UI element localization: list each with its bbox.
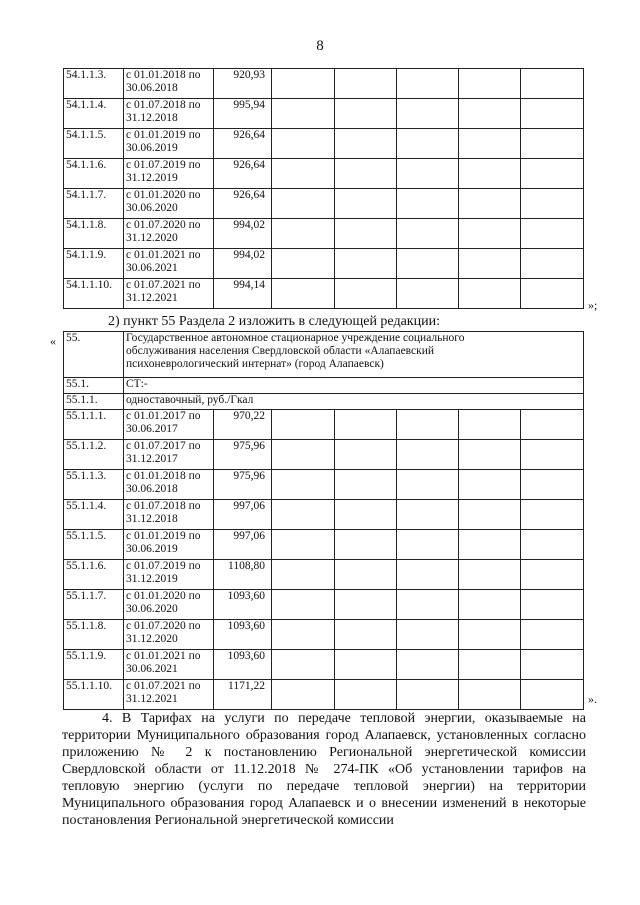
empty-cell xyxy=(335,500,397,530)
empty-cell xyxy=(335,650,397,680)
ct-code: 55.1. xyxy=(64,378,124,394)
period-end: 30.06.2018 xyxy=(126,483,178,495)
empty-cell xyxy=(272,650,335,680)
empty-cell xyxy=(459,680,521,710)
table-row xyxy=(64,440,584,470)
period-end: 31.12.2020 xyxy=(126,633,178,645)
table-row xyxy=(64,500,584,530)
empty-cell xyxy=(335,249,397,279)
row-period xyxy=(124,560,214,590)
empty-cell xyxy=(397,680,459,710)
empty-cell xyxy=(459,159,521,189)
row-code: 55.1.1.2. xyxy=(64,440,124,470)
row-code: 54.1.1.6. xyxy=(64,159,124,189)
row-code: 54.1.1.8. xyxy=(64,219,124,249)
row-code: 55.1.1.8. xyxy=(64,620,124,650)
org-code: 55. xyxy=(64,332,124,378)
empty-cell xyxy=(272,470,335,500)
row-period xyxy=(124,530,214,560)
empty-cell xyxy=(335,560,397,590)
period-end: 30.06.2021 xyxy=(126,663,178,675)
period-end: 30.06.2019 xyxy=(126,543,178,555)
empty-cell xyxy=(335,99,397,129)
org-name xyxy=(124,332,584,378)
empty-cell xyxy=(521,410,584,440)
tariff-type-row xyxy=(64,394,584,410)
row-value: 994,02 xyxy=(214,249,272,279)
empty-cell xyxy=(397,590,459,620)
empty-cell xyxy=(521,650,584,680)
empty-cell xyxy=(459,410,521,440)
row-value: 926,64 xyxy=(214,159,272,189)
row-value: 997,06 xyxy=(214,500,272,530)
empty-cell xyxy=(521,129,584,159)
empty-cell xyxy=(397,129,459,159)
empty-cell xyxy=(521,249,584,279)
table-row xyxy=(64,219,584,249)
row-period xyxy=(124,590,214,620)
row-value: 997,06 xyxy=(214,530,272,560)
table1-closing-quote: »; xyxy=(588,298,598,312)
row-value: 1171,22 xyxy=(214,680,272,710)
empty-cell xyxy=(521,189,584,219)
empty-cell xyxy=(521,500,584,530)
row-code: 55.1.1.3. xyxy=(64,470,124,500)
tariff-table-55 xyxy=(63,331,584,710)
period-start: с 01.07.2020 по xyxy=(126,620,201,632)
empty-cell xyxy=(335,279,397,309)
tariff-text: одноставочный, руб./Гкал xyxy=(124,394,584,410)
empty-cell xyxy=(459,650,521,680)
period-end: 31.12.2020 xyxy=(126,232,178,244)
table-row xyxy=(64,99,584,129)
table-row xyxy=(64,530,584,560)
table-row xyxy=(64,470,584,500)
section-heading: 2) пункт 55 Раздела 2 изложить в следующей редакции: xyxy=(108,314,440,329)
row-value: 994,02 xyxy=(214,219,272,249)
org-name-line: обслуживания населения Свердловской области «Алапаевский xyxy=(126,345,435,357)
empty-cell xyxy=(272,500,335,530)
empty-cell xyxy=(521,279,584,309)
empty-cell xyxy=(335,530,397,560)
empty-cell xyxy=(397,279,459,309)
empty-cell xyxy=(335,410,397,440)
row-code: 54.1.1.4. xyxy=(64,99,124,129)
row-code: 54.1.1.7. xyxy=(64,189,124,219)
empty-cell xyxy=(397,249,459,279)
paragraph-4-text: 4. В Тарифах на услуги по передаче тепловой энергии, оказываемые на территории Муниципального образования город Алапаевск, установленных согласно приложению № 2 к постановлению Региональной энергетической комиссии Свердловской области от 11.12.2018 № 274-ПК «Об установлении тарифов на тепловую энергию (услуги по передаче тепловой энергии) на территории Муниципального образования город Алапаевск и о внесении изменений в некоторые постановления Региональной энергетической комиссии xyxy=(62,711,586,828)
empty-cell xyxy=(272,129,335,159)
empty-cell xyxy=(459,440,521,470)
row-value: 1093,60 xyxy=(214,620,272,650)
empty-cell xyxy=(459,620,521,650)
row-value: 994,14 xyxy=(214,279,272,309)
empty-cell xyxy=(397,219,459,249)
row-period xyxy=(124,500,214,530)
table-row xyxy=(64,650,584,680)
table-row xyxy=(64,560,584,590)
empty-cell xyxy=(459,500,521,530)
empty-cell xyxy=(335,470,397,500)
empty-cell xyxy=(272,99,335,129)
empty-cell xyxy=(272,410,335,440)
row-period xyxy=(124,159,214,189)
period-start: с 01.07.2019 по xyxy=(126,560,201,572)
period-end: 31.12.2021 xyxy=(126,693,178,705)
empty-cell xyxy=(272,440,335,470)
empty-cell xyxy=(272,249,335,279)
ct-row xyxy=(64,378,584,394)
period-start: с 01.01.2018 по xyxy=(126,69,201,81)
empty-cell xyxy=(459,590,521,620)
empty-cell xyxy=(335,159,397,189)
row-period xyxy=(124,99,214,129)
row-period xyxy=(124,69,214,99)
row-code: 54.1.1.9. xyxy=(64,249,124,279)
empty-cell xyxy=(521,159,584,189)
empty-cell xyxy=(272,530,335,560)
empty-cell xyxy=(459,249,521,279)
empty-cell xyxy=(397,650,459,680)
table-row xyxy=(64,410,584,440)
row-code: 55.1.1.4. xyxy=(64,500,124,530)
table-row xyxy=(64,620,584,650)
period-start: с 01.07.2018 по xyxy=(126,99,201,111)
table-row xyxy=(64,279,584,309)
empty-cell xyxy=(459,530,521,560)
period-start: с 01.07.2021 по xyxy=(126,279,201,291)
row-period xyxy=(124,470,214,500)
empty-cell xyxy=(397,500,459,530)
row-period xyxy=(124,189,214,219)
empty-cell xyxy=(335,189,397,219)
table-row xyxy=(64,680,584,710)
empty-cell xyxy=(459,279,521,309)
page-number: 8 xyxy=(316,38,324,54)
table2-closing-quote: ». xyxy=(588,692,597,706)
paragraph-4 xyxy=(62,710,586,829)
empty-cell xyxy=(272,620,335,650)
empty-cell xyxy=(397,410,459,440)
row-code: 55.1.1.7. xyxy=(64,590,124,620)
row-period xyxy=(124,620,214,650)
row-period xyxy=(124,440,214,470)
row-period xyxy=(124,650,214,680)
period-end: 31.12.2018 xyxy=(126,112,178,124)
empty-cell xyxy=(459,99,521,129)
row-value: 926,64 xyxy=(214,189,272,219)
empty-cell xyxy=(397,189,459,219)
empty-cell xyxy=(397,440,459,470)
period-start: с 01.01.2017 по xyxy=(126,410,201,422)
period-end: 31.12.2019 xyxy=(126,172,178,184)
period-end: 30.06.2019 xyxy=(126,142,178,154)
tariff-table-54 xyxy=(63,68,584,309)
period-start: с 01.01.2019 по xyxy=(126,530,201,542)
empty-cell xyxy=(521,99,584,129)
empty-cell xyxy=(272,219,335,249)
table2-open-quote: « xyxy=(50,334,56,348)
empty-cell xyxy=(335,620,397,650)
empty-cell xyxy=(459,560,521,590)
row-code: 55.1.1.9. xyxy=(64,650,124,680)
period-end: 31.12.2019 xyxy=(126,573,178,585)
empty-cell xyxy=(335,69,397,99)
empty-cell xyxy=(397,99,459,129)
empty-cell xyxy=(272,279,335,309)
empty-cell xyxy=(335,219,397,249)
row-period xyxy=(124,279,214,309)
period-end: 30.06.2021 xyxy=(126,262,178,274)
table-row xyxy=(64,159,584,189)
empty-cell xyxy=(272,189,335,219)
org-name-line: Государственное автономное стационарное учреждение социального xyxy=(126,332,465,344)
row-value: 975,96 xyxy=(214,470,272,500)
period-start: с 01.01.2020 по xyxy=(126,189,201,201)
period-start: с 01.07.2020 по xyxy=(126,219,201,231)
empty-cell xyxy=(521,590,584,620)
empty-cell xyxy=(272,680,335,710)
period-start: с 01.07.2017 по xyxy=(126,440,201,452)
empty-cell xyxy=(459,219,521,249)
period-start: с 01.01.2021 по xyxy=(126,650,201,662)
empty-cell xyxy=(272,590,335,620)
table-row xyxy=(64,69,584,99)
period-start: с 01.07.2019 по xyxy=(126,159,201,171)
row-value: 1093,60 xyxy=(214,650,272,680)
empty-cell xyxy=(397,159,459,189)
ct-text: СТ:- xyxy=(124,378,584,394)
period-end: 30.06.2017 xyxy=(126,423,178,435)
period-start: с 01.01.2019 по xyxy=(126,129,201,141)
empty-cell xyxy=(397,620,459,650)
empty-cell xyxy=(521,680,584,710)
org-name-line: психоневрологический интернат» (город Алапаевск) xyxy=(126,358,384,370)
empty-cell xyxy=(335,440,397,470)
row-value: 970,22 xyxy=(214,410,272,440)
row-period xyxy=(124,219,214,249)
period-end: 31.12.2017 xyxy=(126,453,178,465)
row-code: 55.1.1.5. xyxy=(64,530,124,560)
period-end: 30.06.2020 xyxy=(126,202,178,214)
empty-cell xyxy=(397,69,459,99)
empty-cell xyxy=(521,219,584,249)
empty-cell xyxy=(335,680,397,710)
empty-cell xyxy=(397,470,459,500)
row-code: 54.1.1.5. xyxy=(64,129,124,159)
table-row xyxy=(64,189,584,219)
period-start: с 01.01.2021 по xyxy=(126,249,201,261)
table-row xyxy=(64,249,584,279)
tariff-code: 55.1.1. xyxy=(64,394,124,410)
empty-cell xyxy=(521,530,584,560)
empty-cell xyxy=(272,69,335,99)
empty-cell xyxy=(521,560,584,590)
empty-cell xyxy=(521,440,584,470)
row-value: 975,96 xyxy=(214,440,272,470)
table-row xyxy=(64,590,584,620)
period-end: 31.12.2021 xyxy=(126,292,178,304)
row-value: 926,64 xyxy=(214,129,272,159)
row-code: 54.1.1.10. xyxy=(64,279,124,309)
row-period xyxy=(124,249,214,279)
row-period xyxy=(124,680,214,710)
row-value: 1093,60 xyxy=(214,590,272,620)
empty-cell xyxy=(397,560,459,590)
empty-cell xyxy=(335,129,397,159)
row-code: 55.1.1.1. xyxy=(64,410,124,440)
row-period xyxy=(124,410,214,440)
row-code: 54.1.1.3. xyxy=(64,69,124,99)
empty-cell xyxy=(459,69,521,99)
row-value: 995,94 xyxy=(214,99,272,129)
period-start: с 01.01.2020 по xyxy=(126,590,201,602)
empty-cell xyxy=(521,470,584,500)
empty-cell xyxy=(272,560,335,590)
empty-cell xyxy=(272,159,335,189)
empty-cell xyxy=(459,470,521,500)
row-code: 55.1.1.10. xyxy=(64,680,124,710)
period-start: с 01.07.2021 по xyxy=(126,680,201,692)
table-row xyxy=(64,129,584,159)
empty-cell xyxy=(459,129,521,159)
row-period xyxy=(124,129,214,159)
period-end: 30.06.2020 xyxy=(126,603,178,615)
row-value: 920,93 xyxy=(214,69,272,99)
empty-cell xyxy=(335,590,397,620)
period-start: с 01.07.2018 по xyxy=(126,500,201,512)
period-start: с 01.01.2018 по xyxy=(126,470,201,482)
row-value: 1108,80 xyxy=(214,560,272,590)
empty-cell xyxy=(521,620,584,650)
empty-cell xyxy=(521,69,584,99)
empty-cell xyxy=(459,189,521,219)
org-header-row xyxy=(64,332,584,378)
row-code: 55.1.1.6. xyxy=(64,560,124,590)
period-end: 30.06.2018 xyxy=(126,82,178,94)
period-end: 31.12.2018 xyxy=(126,513,178,525)
empty-cell xyxy=(397,530,459,560)
